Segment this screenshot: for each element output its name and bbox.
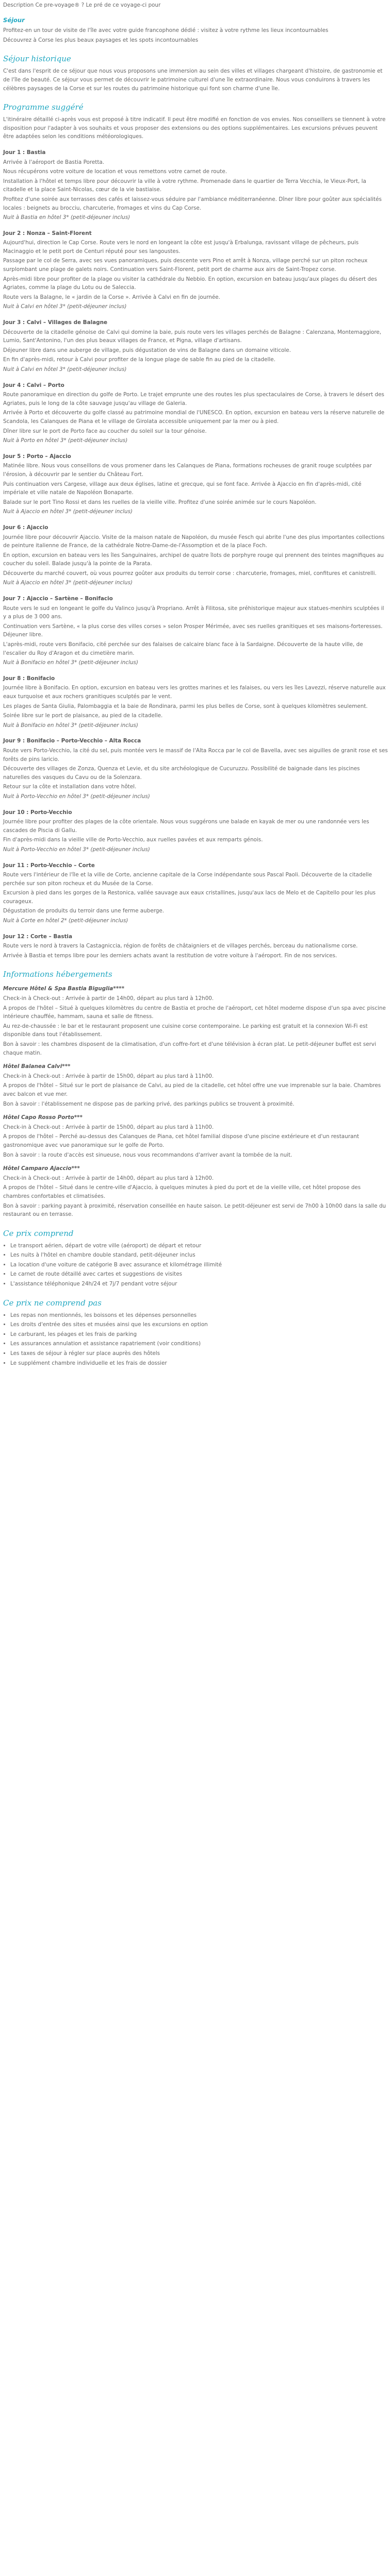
program-day (3, 452, 388, 516)
day-text: Route vers le nord à travers la Castagniccia, région de forêts de châtaigniers et de villages perchés, berceau du nationalisme corse. (3, 943, 358, 950)
day-text: Fin d'après-midi dans la vieille ville de Porto-Vecchio, aux ruelles pavées et aux remparts génois. (3, 837, 263, 843)
hotel-detail: A propos de l'hôtel – Situé sur le port de plaisance de Calvi, au pied de la citadelle, cet hôtel offre une vue imprenable sur la baie. Chambres avec balcon et vue mer. (3, 1082, 381, 1097)
program-day (3, 737, 388, 801)
price-excludes-list (10, 1311, 388, 1368)
day-text: Journée libre pour découvrir Ajaccio. Visite de la maison natale de Napoléon, du musée Fesch qui abrite l'une des plus importantes collections de peinture italienne de France, de la cathédrale Notre-Dame-de-l'Assomption et de la place Foch. (3, 534, 385, 549)
day-text: Découverte de la citadelle génoise de Calvi qui domine la baie, puis route vers les villages perchés de Balagne : Calenzana, Montemaggiore, Lumio, Sant'Antonino, l'un des plus beaux villages de France, et Pigna, village d'artisans. (3, 329, 382, 344)
program-day (3, 861, 388, 925)
hotel-detail: A propos de l'hôtel – Situé dans le centre-ville d'Ajaccio, à quelques minutes à pied du port et de la vieille ville, cet hôtel propose des chambres confortables et climatisées. (3, 1184, 361, 1199)
hotel-detail: Au rez-de-chaussée : le bar et le restaurant proposent une cuisine corse contemporaine. Le parking est gratuit et la connexion Wi-Fi est disponible dans tout l'établissement. (3, 1023, 368, 1038)
day-text: En option, excursion en bateau vers les îles Sanguinaires, archipel de quatre îlots de porphyre rouge qui prennent des teintes magnifiques au coucher du soleil. Balade jusqu'à la pointe de la Parata. (3, 552, 384, 567)
page-description: Description Ce pre-voyage® ? Le pré de ce voyage-ci pour (3, 2, 161, 8)
hotel-detail: Bon à savoir : la route d'accès est sinueuse, nous vous recommandons d'arriver avant la tombée de la nuit. (3, 1151, 292, 1158)
day-accommodation: Nuit à Porto en hôtel 3* (petit-déjeuner inclus) (3, 437, 128, 444)
program-day (3, 381, 388, 445)
day-title: Jour 9 : Bonifacio – Porto-Vecchio – Alta Rocca (3, 738, 141, 744)
day-text: Arrivée à l'aéroport de Bastia Poretta. (3, 159, 105, 165)
day-accommodation: Nuit à Porto-Vecchio en hôtel 3* (petit-déjeuner inclus) (3, 846, 150, 853)
price-exclude-item: • Les assurances annulation et assistance rapatriement (voir conditions) (10, 1340, 388, 1348)
price-exclude-item: • Les taxes de séjour à régler sur place auprès des hôtels (10, 1349, 388, 1358)
day-accommodation: Nuit à Porto-Vecchio en hôtel 3* (petit-déjeuner inclus) (3, 793, 150, 800)
intro-line: Profitez-en un tour de visite de l'île avec votre guide francophone dédié : visitez à votre rythme les lieux incontournables (3, 27, 329, 34)
day-accommodation: Nuit à Bastia en hôtel 3* (petit-déjeuner inclus) (3, 214, 131, 221)
hotel-detail: Bon à savoir : les chambres disposent de la climatisation, d'un coffre-fort et d'une télévision à écran plat. Le petit-déjeuner buffet est servi chaque matin. (3, 1041, 376, 1056)
day-text: Balade sur le port Tino Rossi et dans les ruelles de la vieille ville. Profitez d'une soirée animée sur le cours Napoléon. (3, 499, 317, 505)
intro-line: Découvrez à Corse les plus beaux paysages et les spots incontournables (3, 37, 199, 43)
hotel-detail: A propos de l'hôtel – Perché au-dessus des Calanques de Piana, cet hôtel familial dispose d'une piscine extérieure et d'un restaurant gastronomique avec vue panoramique sur le golfe de Porto. (3, 1133, 360, 1148)
sejour-title: Séjour historique (3, 54, 71, 64)
day-accommodation: Nuit à Bonifacio en hôtel 3* (petit-déjeuner inclus) (3, 722, 138, 728)
hotel-detail: Check-in à Check-out : Arrivée à partir de 14h00, départ au plus tard à 12h00. (3, 1175, 214, 1181)
price-exclude-item: • Les droits d'entrée des sites et musées ainsi que les excursions en option (10, 1320, 388, 1329)
hotel-detail: Check-in à Check-out : Arrivée à partir de 15h00, départ au plus tard à 11h00. (3, 1073, 214, 1079)
day-text: Profitez d'une soirée aux terrasses des cafés et laissez-vous séduire par l'ambiance méditerranéenne. Dîner libre pour goûter aux spécialités locales : beignets au brocciu, charcuterie, fromages et vins du Cap Corse. (3, 196, 382, 211)
program-day (3, 229, 388, 311)
program-days (3, 148, 388, 960)
day-title: Jour 7 : Ajaccio – Sartène – Bonifacio (3, 596, 113, 602)
day-text: Route vers l'intérieur de l'île et la ville de Corte, ancienne capitale de la Corse indépendante sous Pascal Paoli. Découverte de la citadelle perchée sur son piton rocheux et du Musée de la Corse. (3, 872, 372, 887)
day-text: Après-midi libre pour profiter de la plage ou visiter la cathédrale du Nebbio. En option, excursion en bateau jusqu'aux plages du désert des Agriates, comme la plage du Lotu ou de Saleccia. (3, 276, 377, 291)
price-exclude-item: • Les repas non mentionnés, les boissons et les dépenses personnelles (10, 1311, 388, 1320)
day-text: Installation à l'hôtel et temps libre pour découvrir la ville à votre rythme. Promenade dans le quartier de Terra Vecchia, le Vieux-Port, la citadelle et la place Saint-Nicolas, cœur de la vie bastiaise. (3, 178, 366, 193)
price-include-item: • Le carnet de route détaillé avec cartes et suggestions de visites (10, 1270, 388, 1279)
day-text: Route vers la Balagne, le « jardin de la Corse ». Arrivée à Calvi en fin de journée. (3, 294, 220, 300)
price-include-item: • Les nuits à l'hôtel en chambre double standard, petit-déjeuner inclus (10, 1251, 388, 1260)
day-text: Nous récupérons votre voiture de location et vous remettons votre carnet de route. (3, 168, 227, 175)
day-text: Les plages de Santa Giulia, Palombaggia et la baie de Rondinara, parmi les plus belles de Corse, sont à quelques kilomètres seulement. (3, 703, 368, 709)
program-day (3, 808, 388, 854)
day-title: Jour 8 : Bonifacio (3, 675, 55, 682)
hotel-detail: Bon à savoir : parking payant à proximité, réservation conseillée en haute saison. Le petit-déjeuner est servi de 7h00 à 10h00 dans la salle du restaurant ou en terrasse. (3, 1202, 386, 1218)
day-title: Jour 3 : Calvi – Villages de Balagne (3, 319, 108, 326)
day-text: En fin d'après-midi, retour à Calvi pour profiter de la longue plage de sable fin au pied de la citadelle. (3, 357, 275, 363)
day-text: Retour sur la côte et installation dans votre hôtel. (3, 784, 137, 790)
price-exclude-item: • Le supplément chambre individuelle et les frais de dossier (10, 1359, 388, 1368)
day-accommodation: Nuit à Bonifacio en hôtel 3* (petit-déjeuner inclus) (3, 659, 138, 666)
day-text: L'après-midi, route vers Bonifacio, cité perchée sur des falaises de calcaire blanc face à la Sardaigne. Découverte de la haute ville, de l'escalier du Roy d'Aragon et du cimetière marin. (3, 641, 363, 656)
price-includes-list (10, 1242, 388, 1289)
day-text: Route panoramique en direction du golfe de Porto. Le trajet emprunte une des routes les plus spectaculaires de Corse, à travers le désert des Agriates, puis le long de la côte sauvage jusqu'au village de Galeria. (3, 392, 384, 406)
program-title: Programme suggéré (3, 103, 84, 112)
program-day (3, 933, 388, 960)
hotel-detail: Bon à savoir : l'établissement ne dispose pas de parking privé, des parkings publics se trouvent à proximité. (3, 1100, 295, 1107)
day-text: Découverte du marché couvert, où vous pourrez goûter aux produits du terroir corse : charcuterie, fromages, miel, confitures et canistrelli. (3, 570, 377, 577)
day-text: Découverte des villages de Zonza, Quenza et Levie, et du site archéologique de Cucuruzzu. Possibilité de baignade dans les piscines naturelles des vasques du Cavu ou de la Solenzara. (3, 766, 360, 781)
price-includes-title: Ce prix comprend (3, 1228, 74, 1238)
hotel-detail: A propos de l'hôtel – Situé à quelques kilomètres du centre de Bastia et proche de l'aéroport, cet hôtel moderne dispose d'un spa avec piscine intérieure chauffée, hammam, sauna et salle de fitness. (3, 1005, 386, 1020)
day-text: Arrivée à Porto et découverte du golfe classé au patrimoine mondial de l'UNESCO. En option, excursion en bateau vers la réserve naturelle de Scandola, les Calanques de Piana et le village de Girolata accessible uniquement par la mer ou à pied. (3, 410, 385, 425)
day-text: Dégustation de produits du terroir dans une ferme auberge. (3, 908, 165, 914)
day-title: Jour 10 : Porto-Vecchio (3, 809, 72, 816)
program-day (3, 674, 388, 730)
day-text: Aujourd'hui, direction le Cap Corse. Route vers le nord en longeant la côte est jusqu'à Erbalunga, ravissant village de pêcheurs, puis Macinaggio et le petit port de Centuri réputé pour ses langoustes. (3, 240, 359, 255)
program-intro: L'itinéraire détaillé ci-après vous est proposé à titre indicatif. Il peut être modifié en fonction de vos envies. Nos conseillers se tiennent à votre disposition pour l'adapter à vos souhaits et vous proposer des extensions ou des options supplémentaires. Les excursions prévues peuvent être adaptées selon les conditions météorologiques. (3, 116, 386, 140)
hotel-name: Mercure Hôtel & Spa Bastia Biguglia**** (3, 986, 125, 992)
hotels-title: Informations hébergements (3, 970, 112, 979)
hotel-name: Hôtel Capo Rosso Porto*** (3, 1114, 83, 1121)
day-accommodation: Nuit à Calvi en hôtel 3* (petit-déjeuner inclus) (3, 366, 127, 372)
day-text: Journée libre à Bonifacio. En option, excursion en bateau vers les grottes marines et les falaises, ou vers les îles Lavezzi, réserve naturelle aux eaux turquoise et aux rochers granitiques sculptés par le vent. (3, 685, 386, 700)
day-text: Soirée libre sur le port de plaisance, au pied de la citadelle. (3, 713, 163, 719)
program-day (3, 148, 388, 222)
day-title: Jour 12 : Corte – Bastia (3, 933, 72, 940)
day-text: Arrivée à Bastia et temps libre pour les derniers achats avant la restitution de votre voiture à l'aéroport. Fin de nos services. (3, 952, 337, 959)
day-text: Route vers le sud en longeant le golfe du Valinco jusqu'à Propriano. Arrêt à Filitosa, site préhistorique majeur aux statues-menhirs sculptées il y a plus de 3 000 ans. (3, 605, 384, 620)
day-text: Continuation vers Sartène, « la plus corse des villes corses » selon Prosper Mérimée, avec ses ruelles granitiques et ses maisons-forteresses. Déjeuner libre. (3, 623, 383, 638)
hotels-list (3, 985, 388, 1218)
day-accommodation: Nuit à Corte en hôtel 2* (petit-déjeuner inclus) (3, 918, 128, 924)
day-text: Dîner libre sur le port de Porto face au coucher du soleil sur la tour génoise. (3, 428, 207, 434)
price-excludes-title: Ce prix ne comprend pas (3, 1298, 102, 1308)
day-text: Journée libre pour profiter des plages de la côte orientale. Nous vous suggérons une balade en kayak de mer ou une randonnée vers les cascades de Piscia di Gallu. (3, 819, 369, 834)
day-title: Jour 5 : Porto – Ajaccio (3, 453, 71, 460)
day-title: Jour 2 : Nonza – Saint-Florent (3, 230, 92, 236)
hotel-detail: Check-in à Check-out : Arrivée à partir de 15h00, départ au plus tard à 11h00. (3, 1124, 214, 1130)
sejour-paragraph: C'est dans l'esprit de ce séjour que nous vous proposons une immersion au sein des villes et villages chargeant d'histoire, de gastronomie et de l'île de beauté. Ce séjour vous permet de découvrir le patrimoine culturel d'une île extraordinaire. Nous vous conduirons à travers les célèbres paysages de la Corse et sur les routes du patrimoine historique qui font son charme d'une île. (3, 68, 383, 92)
day-text: Matinée libre. Nous vous conseillons de vous promener dans les Calanques de Piana, formations rocheuses de granit rouge sculptées par l'érosion, à découvrir par le sentier du Château Fort. (3, 463, 372, 478)
intro-lines (3, 26, 388, 44)
day-text: Déjeuner libre dans une auberge de village, puis dégustation de vins de Balagne dans un domaine viticole. (3, 347, 291, 353)
price-include-item: • L'assistance téléphonique 24h/24 et 7j/7 pendant votre séjour (10, 1280, 388, 1289)
day-title: Jour 4 : Calvi – Porto (3, 382, 64, 388)
program-day (3, 523, 388, 587)
hotel-entry (3, 1164, 388, 1219)
hotel-entry (3, 985, 388, 1057)
hotel-name: Hôtel Balanea Calvi*** (3, 1063, 71, 1070)
program-day (3, 595, 388, 667)
day-text: Excursion à pied dans les gorges de la Restonica, vallée sauvage aux eaux cristallines, jusqu'aux lacs de Melo et de Capitello pour les plus courageux. (3, 890, 376, 905)
day-accommodation: Nuit à Ajaccio en hôtel 3* (petit-déjeuner inclus) (3, 580, 133, 586)
hotel-entry (3, 1062, 388, 1108)
hotel-detail: Check-in à Check-out : Arrivée à partir de 14h00, départ au plus tard à 12h00. (3, 995, 214, 1002)
program-day (3, 318, 388, 374)
day-accommodation: Nuit à Ajaccio en hôtel 3* (petit-déjeuner inclus) (3, 509, 133, 515)
day-title: Jour 1 : Bastia (3, 149, 46, 156)
day-text: Passage par le col de Serra, avec ses vues panoramiques, puis descente vers Pino et arrêt à Nonza, village perché sur un piton rocheux surplombant une plage de galets noirs. Continuation vers Saint-Florent, petit port de charme aux airs de Saint-Tropez corse. (3, 258, 368, 273)
price-include-item: • Le transport aérien, départ de votre ville (aéroport) de départ et retour (10, 1242, 388, 1250)
price-include-item: • La location d'une voiture de catégorie B avec assurance et kilométrage illimité (10, 1261, 388, 1269)
day-title: Jour 6 : Ajaccio (3, 524, 48, 531)
hotel-name: Hôtel Camparo Ajaccio*** (3, 1165, 80, 1172)
day-accommodation: Nuit à Calvi en hôtel 3* (petit-déjeuner inclus) (3, 303, 127, 310)
hotel-entry (3, 1113, 388, 1159)
day-title: Jour 11 : Porto-Vecchio – Corte (3, 862, 95, 869)
day-text: Route vers Porto-Vecchio, la cité du sel, puis montée vers le massif de l'Alta Rocca par le col de Bavella, avec ses aiguilles de granit rose et ses forêts de pins laricio. (3, 747, 388, 762)
price-exclude-item: • Le carburant, les péages et les frais de parking (10, 1330, 388, 1339)
intro-title: Séjour (3, 16, 25, 24)
day-text: Puis continuation vers Cargese, village aux deux églises, latine et grecque, qui se font face. Arrivée à Ajaccio en fin d'après-midi, cité impériale et ville natale de Napoléon Bonaparte. (3, 481, 362, 496)
